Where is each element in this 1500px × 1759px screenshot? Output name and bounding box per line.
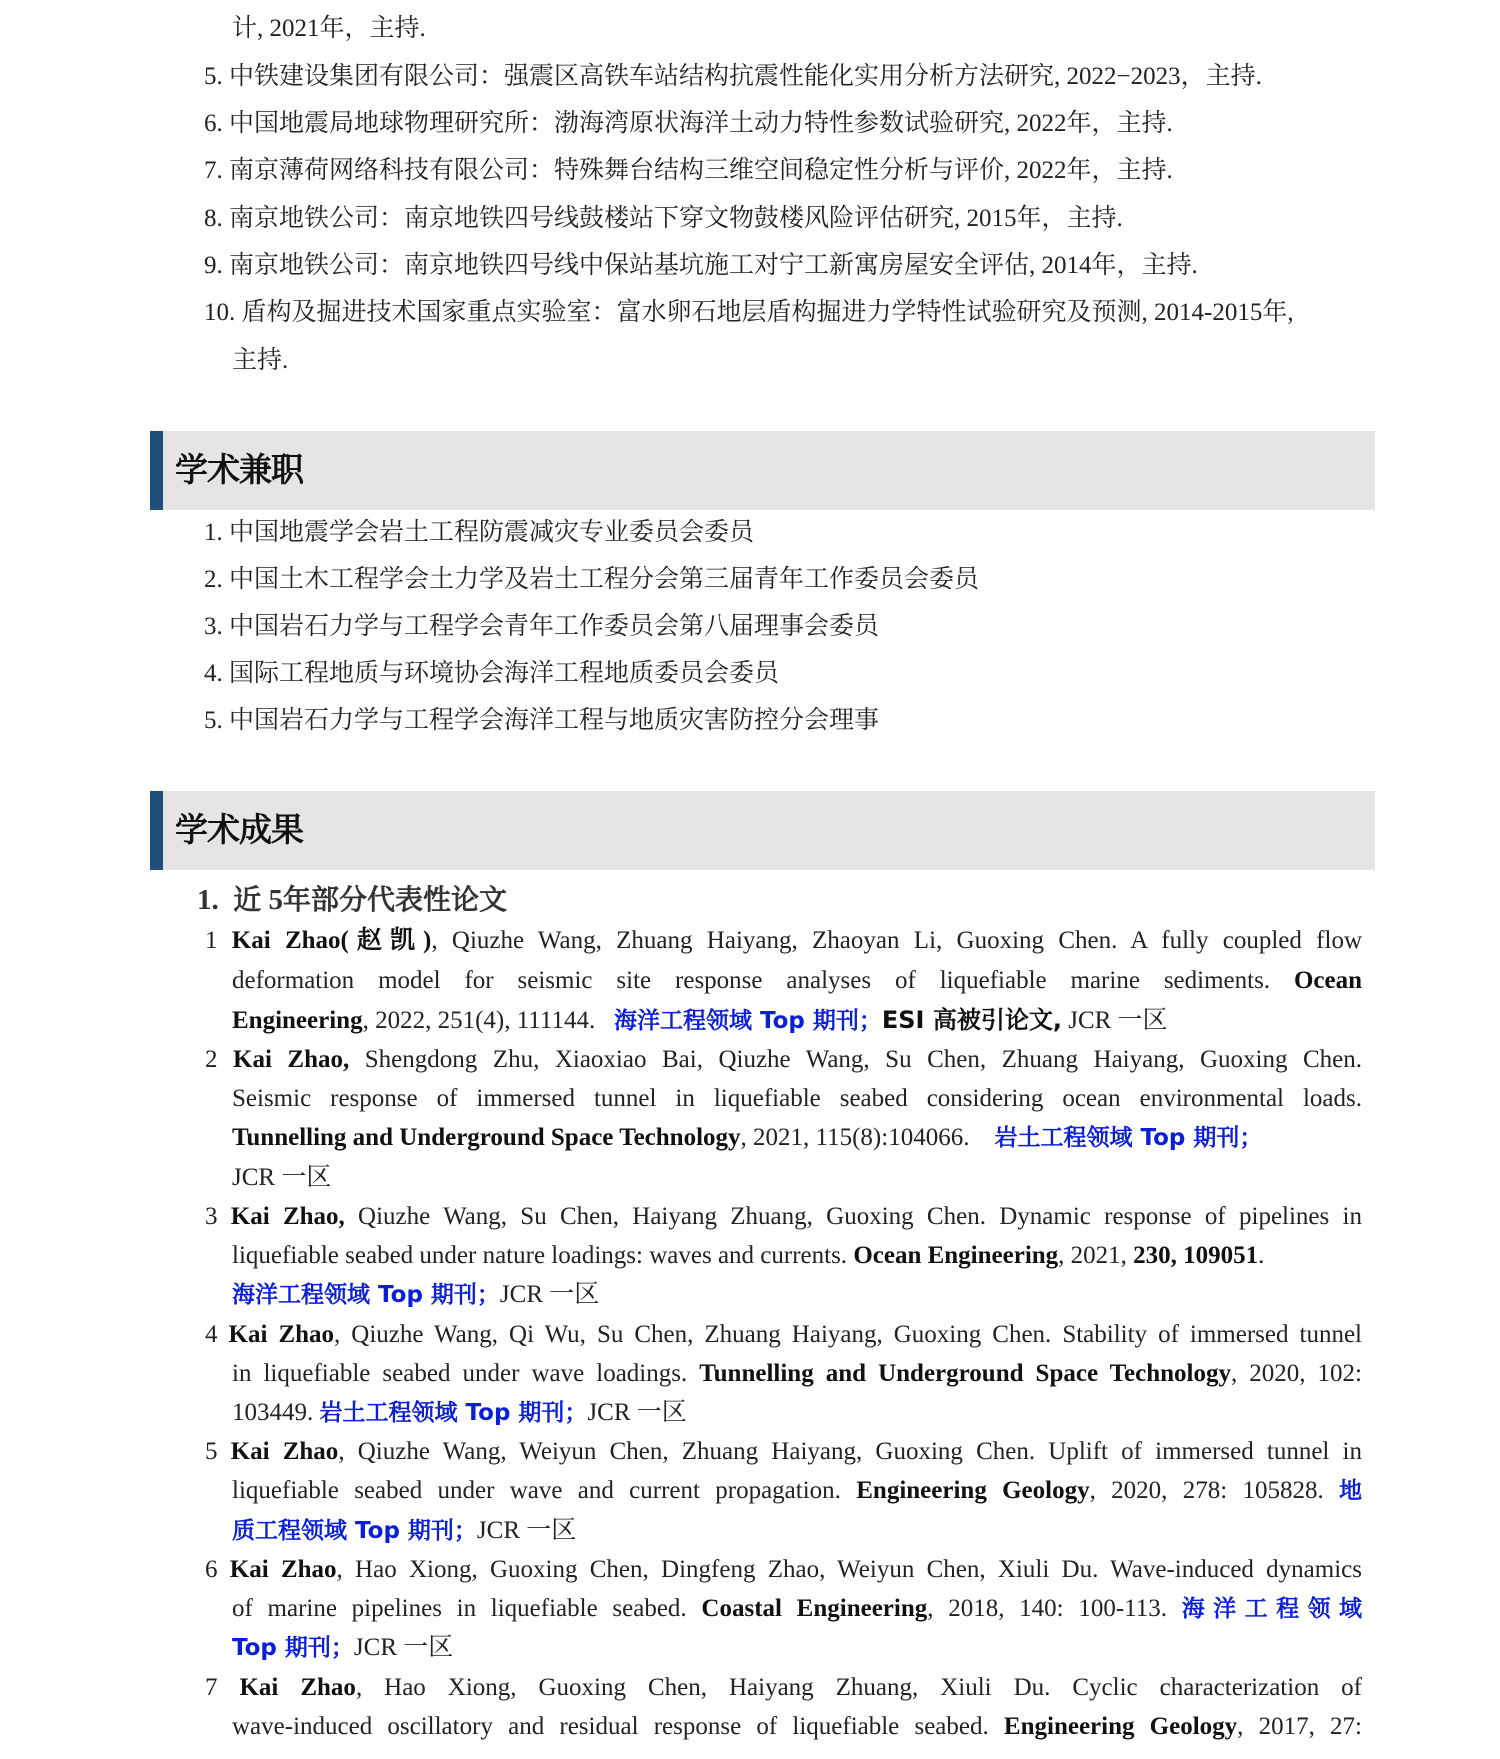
section-title: 学术兼职 [175, 450, 303, 489]
paper-tag: 地 [1339, 1478, 1363, 1504]
subheading-digit: 5 [268, 884, 284, 916]
subheading-number: 1. [197, 884, 219, 916]
paper-journal: Engineering Geology [1003, 1713, 1238, 1740]
paper-3-line-3 [232, 1280, 599, 1310]
paper-1-line-2 [232, 966, 1362, 996]
paper-4-line-1 [205, 1320, 1362, 1350]
paper-text: of marine pipelines in liquefiable seabed. [232, 1595, 687, 1622]
paper-tag: 质工程领域 Top 期刊； [232, 1518, 477, 1544]
item-number: 5. [204, 707, 223, 734]
paper-3-line-2: liquefiable seabed under nature loadings: waves and currents. Ocean Engineering, 2021, 230, 109051. [232, 1242, 1265, 1269]
paper-number: 6 [205, 1556, 218, 1583]
project-item [204, 62, 1262, 92]
item-text: 盾构及掘进技术国家重点实验室：富水卵石地层盾构掘进力学特性试验研究及预测, 2014-2015年, [241, 299, 1294, 326]
item-text: 中铁建设集团有限公司：强震区高铁车站结构抗震性能化实用分析方法研究, 2022−2023，主持. [229, 63, 1262, 90]
paper-journal: Tunnelling and Underground Space Technology [232, 1124, 741, 1151]
paper-text: , Qiuzhe Wang, Weiyun Chen, Zhuang Haiyang, Guoxing Chen. Uplift of immersed tunnel in [338, 1438, 1362, 1465]
position-item [204, 565, 979, 595]
paper-text: , Qiuzhe Wang, Qi Wu, Su Chen, Zhuang Haiyang, Guoxing Chen. Stability of immersed tunnel [334, 1321, 1362, 1348]
paper-author: Kai Zhao, [233, 1046, 350, 1073]
item-text: 中国土木工程学会土力学及岩土工程分会第三届青年工作委员会委员 [229, 566, 980, 593]
item-text: 国际工程地质与环境协会海洋工程地质委员会委员 [229, 660, 780, 687]
paper-jcr: JCR 一区 [476, 1517, 577, 1544]
project-item [204, 204, 1123, 234]
section-header-achievements [150, 791, 1375, 870]
paper-1-line-1 [205, 926, 1362, 956]
paper-text: , 2017, 27: [1237, 1713, 1362, 1740]
item-text: 中国地震学会岩土工程防震减灾专业委员会委员 [229, 519, 755, 546]
paper-text: , 2022, 251(4), 111144. [362, 1007, 596, 1034]
paper-jcr: JCR 一区 [232, 1164, 332, 1191]
paper-text: , Qiuzhe Wang, Zhuang Haiyang, Zhaoyan Li, Guoxing Chen. A fully coupled flow [431, 927, 1363, 954]
paper-text: in liquefiable seabed under wave loadings. [232, 1360, 688, 1387]
paper-2-line-1 [205, 1045, 1362, 1075]
paper-7-line-2 [232, 1712, 1362, 1742]
project-item [204, 251, 1198, 281]
item-text: 南京地铁公司：南京地铁四号线鼓楼站下穿文物鼓楼风险评估研究, 2015年，主持. [229, 205, 1123, 232]
paper-number: 3 [205, 1203, 218, 1230]
item-text: 南京地铁公司：南京地铁四号线中保站基坑施工对宁工新寓房屋安全评估, 2014年，主持. [229, 252, 1198, 279]
item-number: 10. [204, 299, 236, 326]
paper-1-line-3 [232, 1005, 1168, 1036]
paper-text: , 2021, 115(8):104066. [740, 1124, 970, 1151]
paper-tag: 岩土工程领域 Top 期刊； [994, 1125, 1263, 1151]
item-number: 1. [204, 519, 223, 546]
position-item [204, 612, 879, 642]
paper-journal: Ocean [1293, 967, 1363, 994]
paper-number: 2 [205, 1046, 218, 1073]
paper-5-line-2 [232, 1476, 1362, 1506]
project-item-continuation: 主持. [232, 347, 289, 374]
item-number: 8. [204, 205, 223, 232]
item-text: 中国地震局地球物理研究所：渤海湾原状海洋土动力特性参数试验研究, 2022年，主持. [229, 110, 1173, 137]
paper-tag: Top 期刊； [232, 1635, 354, 1661]
paper-esi-badge: ESI 高被引论文, [881, 1006, 1062, 1034]
paper-2-line-4 [232, 1163, 331, 1193]
item-text: 中国岩石力学与工程学会海洋工程与地质灾害防控分会理事 [229, 707, 880, 734]
subheading-representative-papers [197, 883, 507, 917]
paper-text: Seismic response of immersed tunnel in liquefiable seabed considering ocean environmental loads. [232, 1085, 1362, 1112]
paper-text: , 2020, 102: [1230, 1360, 1363, 1387]
paper-tag: 海洋工程领域 [1181, 1596, 1363, 1622]
paper-author: Kai Zhao(赵凯) [231, 927, 432, 954]
paper-text: , 2018, 140: 100-113. [927, 1595, 1167, 1622]
item-number: 9. [204, 252, 223, 279]
position-item [204, 659, 779, 689]
paper-2-line-3 [232, 1123, 1262, 1153]
paper-jcr: JCR 一区 [1061, 1007, 1168, 1034]
paper-7-line-1 [205, 1673, 1362, 1703]
paper-tag: 海洋工程领域 Top 期刊； [232, 1282, 500, 1308]
paper-text: liquefiable seabed under wave and current propagation. [232, 1477, 841, 1504]
paper-number: 4 [205, 1321, 218, 1348]
paper-3-line-1 [205, 1202, 1362, 1232]
paper-4-line-2 [232, 1359, 1362, 1389]
paper-journal: Tunnelling and Underground Space Technology [699, 1360, 1231, 1387]
paper-6-line-1 [205, 1555, 1362, 1585]
project-continuation: 计, 2021年，主持. [232, 15, 426, 42]
item-number: 4. [204, 660, 223, 687]
paper-5-line-3 [232, 1516, 576, 1546]
paper-text: , 2020, 278: 105828. [1089, 1477, 1324, 1504]
paper-journal: Engineering [232, 1007, 363, 1034]
item-number: 2. [204, 566, 223, 593]
paper-6-line-2 [232, 1594, 1362, 1624]
paper-text: liquefiable seabed under nature loadings: waves and currents. [232, 1242, 848, 1269]
item-text: 中国岩石力学与工程学会青年工作委员会第八届理事会委员 [229, 613, 880, 640]
paper-number: 5 [205, 1438, 218, 1465]
paper-jcr: JCR 一区 [353, 1634, 454, 1661]
paper-text: , 2021, [1058, 1242, 1127, 1269]
section-accent-bar [150, 431, 163, 510]
item-number: 3. [204, 613, 223, 640]
paper-tag: 海洋工程领域 Top 期刊； [613, 1008, 882, 1034]
paper-author: Kai Zhao [230, 1438, 339, 1465]
paper-5-line-1 [205, 1437, 1362, 1467]
paper-author: Kai Zhao, [230, 1203, 345, 1230]
item-number: 7. [204, 157, 223, 184]
paper-4-line-3 [232, 1398, 687, 1428]
paper-jcr: JCR 一区 [499, 1281, 600, 1308]
item-number: 6. [204, 110, 223, 137]
paper-journal: Ocean Engineering [853, 1242, 1059, 1269]
item-number: 5. [204, 63, 223, 90]
item-text: 南京薄荷网络科技有限公司：特殊舞台结构三维空间稳定性分析与评价, 2022年，主持. [229, 157, 1173, 184]
paper-journal: Engineering Geology [856, 1477, 1090, 1504]
project-item [204, 156, 1173, 186]
position-item [204, 706, 879, 736]
paper-author: Kai Zhao [228, 1321, 335, 1348]
project-item [204, 298, 1294, 328]
project-item [204, 109, 1173, 139]
paper-author: Kai Zhao [229, 1556, 337, 1583]
position-item [204, 518, 754, 548]
paper-author: Kai Zhao [239, 1674, 356, 1701]
paper-volume: 230, 109051 [1126, 1242, 1259, 1269]
paper-number: 1 [205, 927, 218, 954]
paper-text: 103449. [232, 1399, 314, 1426]
paper-text: Shengdong Zhu, Xiaoxiao Bai, Qiuzhe Wang, Su Chen, Zhuang Haiyang, Guoxing Chen. [349, 1046, 1363, 1073]
section-accent-bar [150, 791, 163, 870]
paper-6-line-3 [232, 1633, 453, 1663]
paper-2-line-2 [232, 1084, 1362, 1114]
section-header-academic-positions [150, 431, 1375, 510]
paper-text: Qiuzhe Wang, Su Chen, Haiyang Zhuang, Guoxing Chen. Dynamic response of pipelines in [344, 1203, 1362, 1230]
subheading-text: 近 [233, 883, 262, 916]
paper-journal: Coastal Engineering [701, 1595, 928, 1622]
paper-jcr: JCR 一区 [587, 1399, 687, 1426]
paper-text: , Hao Xiong, Guoxing Chen, Haiyang Zhuang, Xiuli Du. Cyclic characterization of [355, 1674, 1363, 1701]
paper-text: wave-induced oscillatory and residual response of liquefiable seabed. [232, 1713, 989, 1740]
section-title: 学术成果 [175, 810, 303, 849]
paper-text: deformation model for seismic site response analyses of liquefiable marine sediments. [232, 967, 1271, 994]
subheading-text-rest: 年部分代表性论文 [283, 883, 508, 916]
paper-number: 7 [205, 1674, 218, 1701]
paper-text: , Hao Xiong, Guoxing Chen, Dingfeng Zhao, Weiyun Chen, Xiuli Du. Wave-induced dynamics [336, 1556, 1362, 1583]
paper-tag: 岩土工程领域 Top 期刊； [319, 1400, 588, 1426]
